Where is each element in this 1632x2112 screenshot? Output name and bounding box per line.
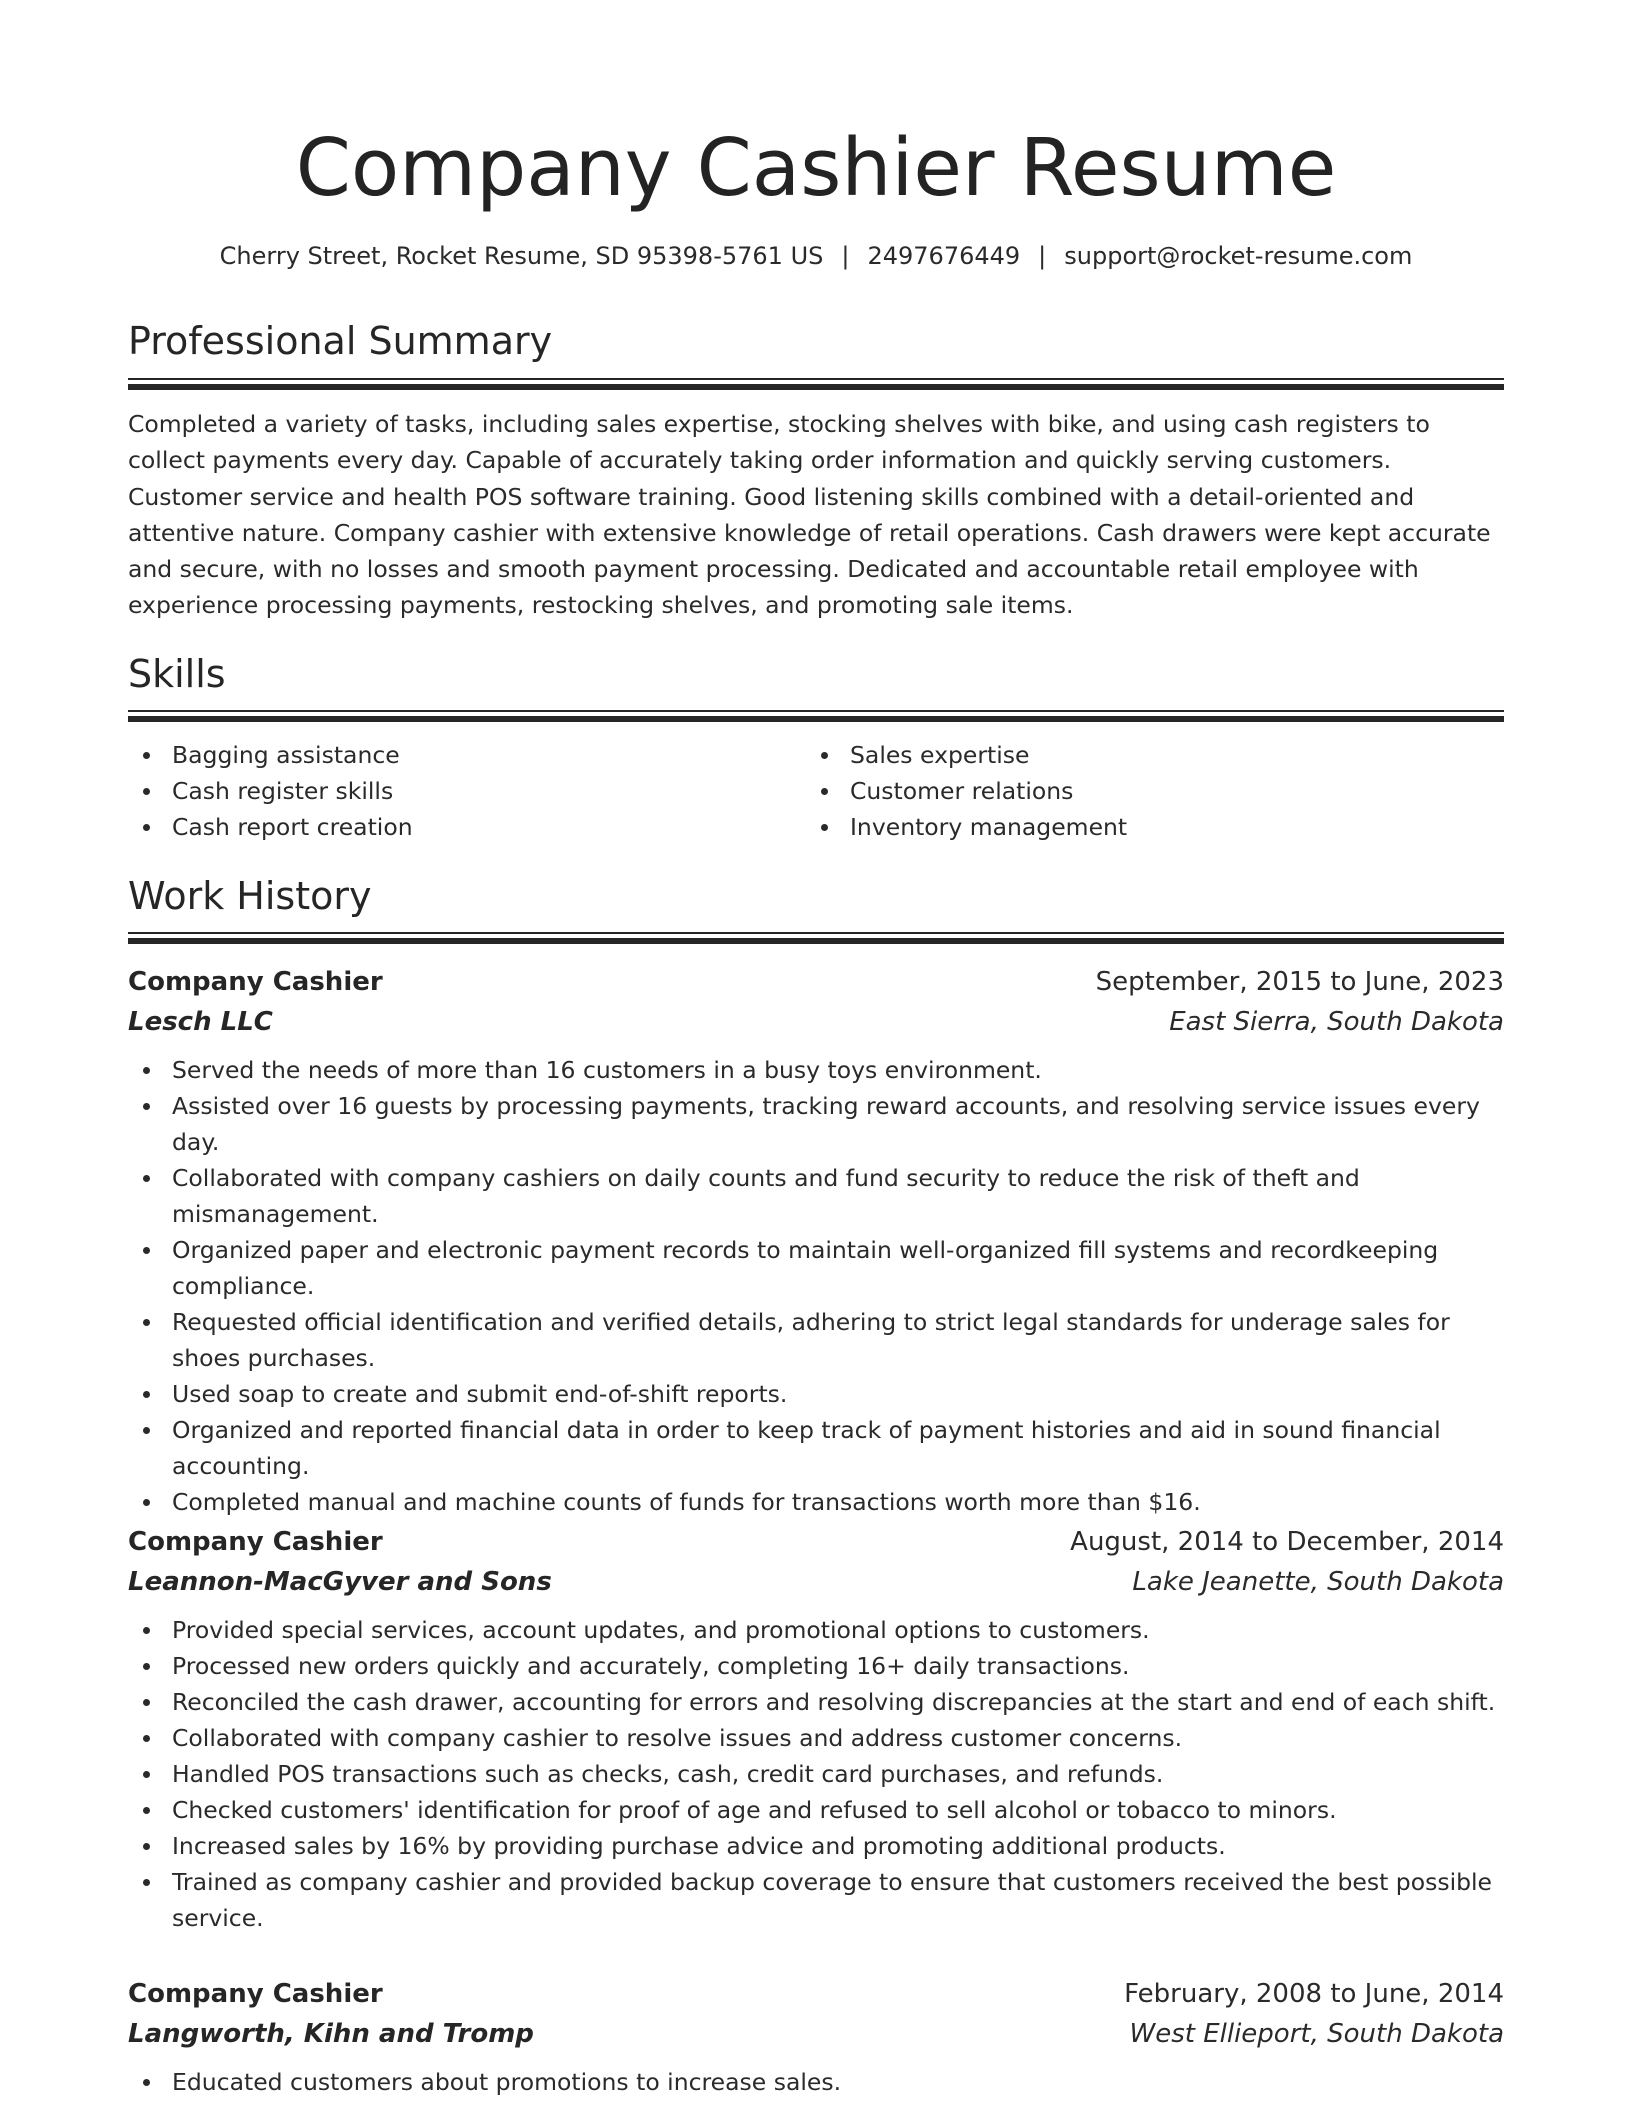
- job-duty: Assisted over 16 guests by processing payments, tracking reward accounts, and resolving service issues every day.: [128, 1088, 1504, 1160]
- skill-item: Cash report creation: [128, 809, 788, 845]
- job-duty: Processed new orders quickly and accurately, completing 16+ daily transactions.: [128, 1648, 1504, 1684]
- job-company-row: [128, 2014, 1504, 2054]
- job-duty: Increased sales by 16% by providing purchase advice and promoting additional products.: [128, 1828, 1504, 1864]
- skill-item: Cash register skills: [128, 773, 788, 809]
- skills-column-left: [128, 737, 788, 845]
- job-duty: Handled POS transactions such as checks, cash, credit card purchases, and refunds.: [128, 1756, 1504, 1792]
- job-duty: Collaborated with company cashiers on daily counts and fund security to reduce the risk of theft and mismanagement.: [128, 1160, 1504, 1232]
- summary-heading: Professional Summary: [128, 319, 553, 363]
- job-company: Lesch LLC: [128, 1007, 273, 1037]
- job-entry: [128, 1974, 1504, 2100]
- job-duties-list: [128, 1052, 1504, 1520]
- job-dates: September, 2015 to June, 2023: [1095, 967, 1504, 997]
- job-company-row: [128, 1562, 1504, 1602]
- summary-text: Completed a variety of tasks, including sales expertise, stocking shelves with bike, and using cash registers to collect payments every day. Capable of accurately taking order information and quickly serving customers. Customer service and health POS software training. Good listening skills combined with a detail-oriented and attentive nature. Company cashier with extensive knowledge of retail operations. Cash drawers were kept accurate and secure, with no losses and smooth payment processing. Dedicated and accountable retail employee with experience processing payments, restocking shelves, and promoting sale items.: [128, 410, 1491, 620]
- skills-list-right: [806, 737, 1466, 845]
- job-location: West Ellieport, South Dakota: [1129, 2019, 1504, 2049]
- job-company-row: [128, 1002, 1504, 1042]
- contact-line: [128, 238, 1504, 274]
- resume-title: Company Cashier Resume: [295, 122, 1337, 214]
- job-location: East Sierra, South Dakota: [1169, 1007, 1504, 1037]
- job-title: Company Cashier: [128, 1979, 383, 2009]
- job-duty: Collaborated with company cashier to resolve issues and address customer concerns.: [128, 1720, 1504, 1756]
- skill-item: Inventory management: [806, 809, 1466, 845]
- contact-phone: 2497676449: [867, 242, 1021, 270]
- skill-item: Customer relations: [806, 773, 1466, 809]
- work-history-heading: Work History: [128, 874, 372, 918]
- job-duty: Served the needs of more than 16 customers in a busy toys environment.: [128, 1052, 1504, 1088]
- section-divider: [128, 932, 1504, 942]
- job-company: Leannon-MacGyver and Sons: [128, 1567, 552, 1597]
- job-company: Langworth, Kihn and Tromp: [128, 2019, 534, 2049]
- skill-item: Bagging assistance: [128, 737, 788, 773]
- skill-item: Sales expertise: [806, 737, 1466, 773]
- skills-list-left: [128, 737, 788, 845]
- job-entry: [128, 962, 1504, 1520]
- job-header-row: [128, 1522, 1504, 1562]
- job-duty: Requested official identification and verified details, adhering to strict legal standards for underage sales for shoes purchases.: [128, 1304, 1504, 1376]
- job-duty: Reconciled the cash drawer, accounting for errors and resolving discrepancies at the start and end of each shift.: [128, 1684, 1504, 1720]
- section-divider: [128, 710, 1504, 720]
- job-dates: February, 2008 to June, 2014: [1124, 1979, 1504, 2009]
- job-entry: [128, 1522, 1504, 1936]
- job-title: Company Cashier: [128, 967, 383, 997]
- job-header-row: [128, 1974, 1504, 2014]
- job-location: Lake Jeanette, South Dakota: [1132, 1567, 1504, 1597]
- contact-email[interactable]: support@rocket-resume.com: [1064, 242, 1413, 270]
- section-divider: [128, 378, 1504, 388]
- job-duty: Trained as company cashier and provided backup coverage to ensure that customers received the best possible service.: [128, 1864, 1504, 1936]
- job-duty: Completed manual and machine counts of funds for transactions worth more than $16.: [128, 1484, 1504, 1520]
- job-duties-list: [128, 1612, 1504, 1936]
- job-duty: Organized and reported financial data in order to keep track of payment histories and aid in sound financial accounting.: [128, 1412, 1504, 1484]
- job-duty: Organized paper and electronic payment records to maintain well-organized fill systems and recordkeeping compliance.: [128, 1232, 1504, 1304]
- skills-heading: Skills: [128, 652, 226, 696]
- job-duty: Used soap to create and submit end-of-shift reports.: [128, 1376, 1504, 1412]
- skills-column-right: [806, 737, 1466, 845]
- job-duty: Provided special services, account updates, and promotional options to customers.: [128, 1612, 1504, 1648]
- contact-separator: |: [841, 242, 850, 270]
- contact-separator: |: [1038, 242, 1047, 270]
- job-dates: August, 2014 to December, 2014: [1070, 1527, 1504, 1557]
- job-duty: Educated customers about promotions to increase sales.: [128, 2064, 1504, 2100]
- contact-address: Cherry Street, Rocket Resume, SD 95398-5761 US: [219, 242, 824, 270]
- job-header-row: [128, 962, 1504, 1002]
- job-duty: Checked customers' identification for proof of age and refused to sell alcohol or tobacco to minors.: [128, 1792, 1504, 1828]
- job-title: Company Cashier: [128, 1527, 383, 1557]
- job-duties-list: [128, 2064, 1504, 2100]
